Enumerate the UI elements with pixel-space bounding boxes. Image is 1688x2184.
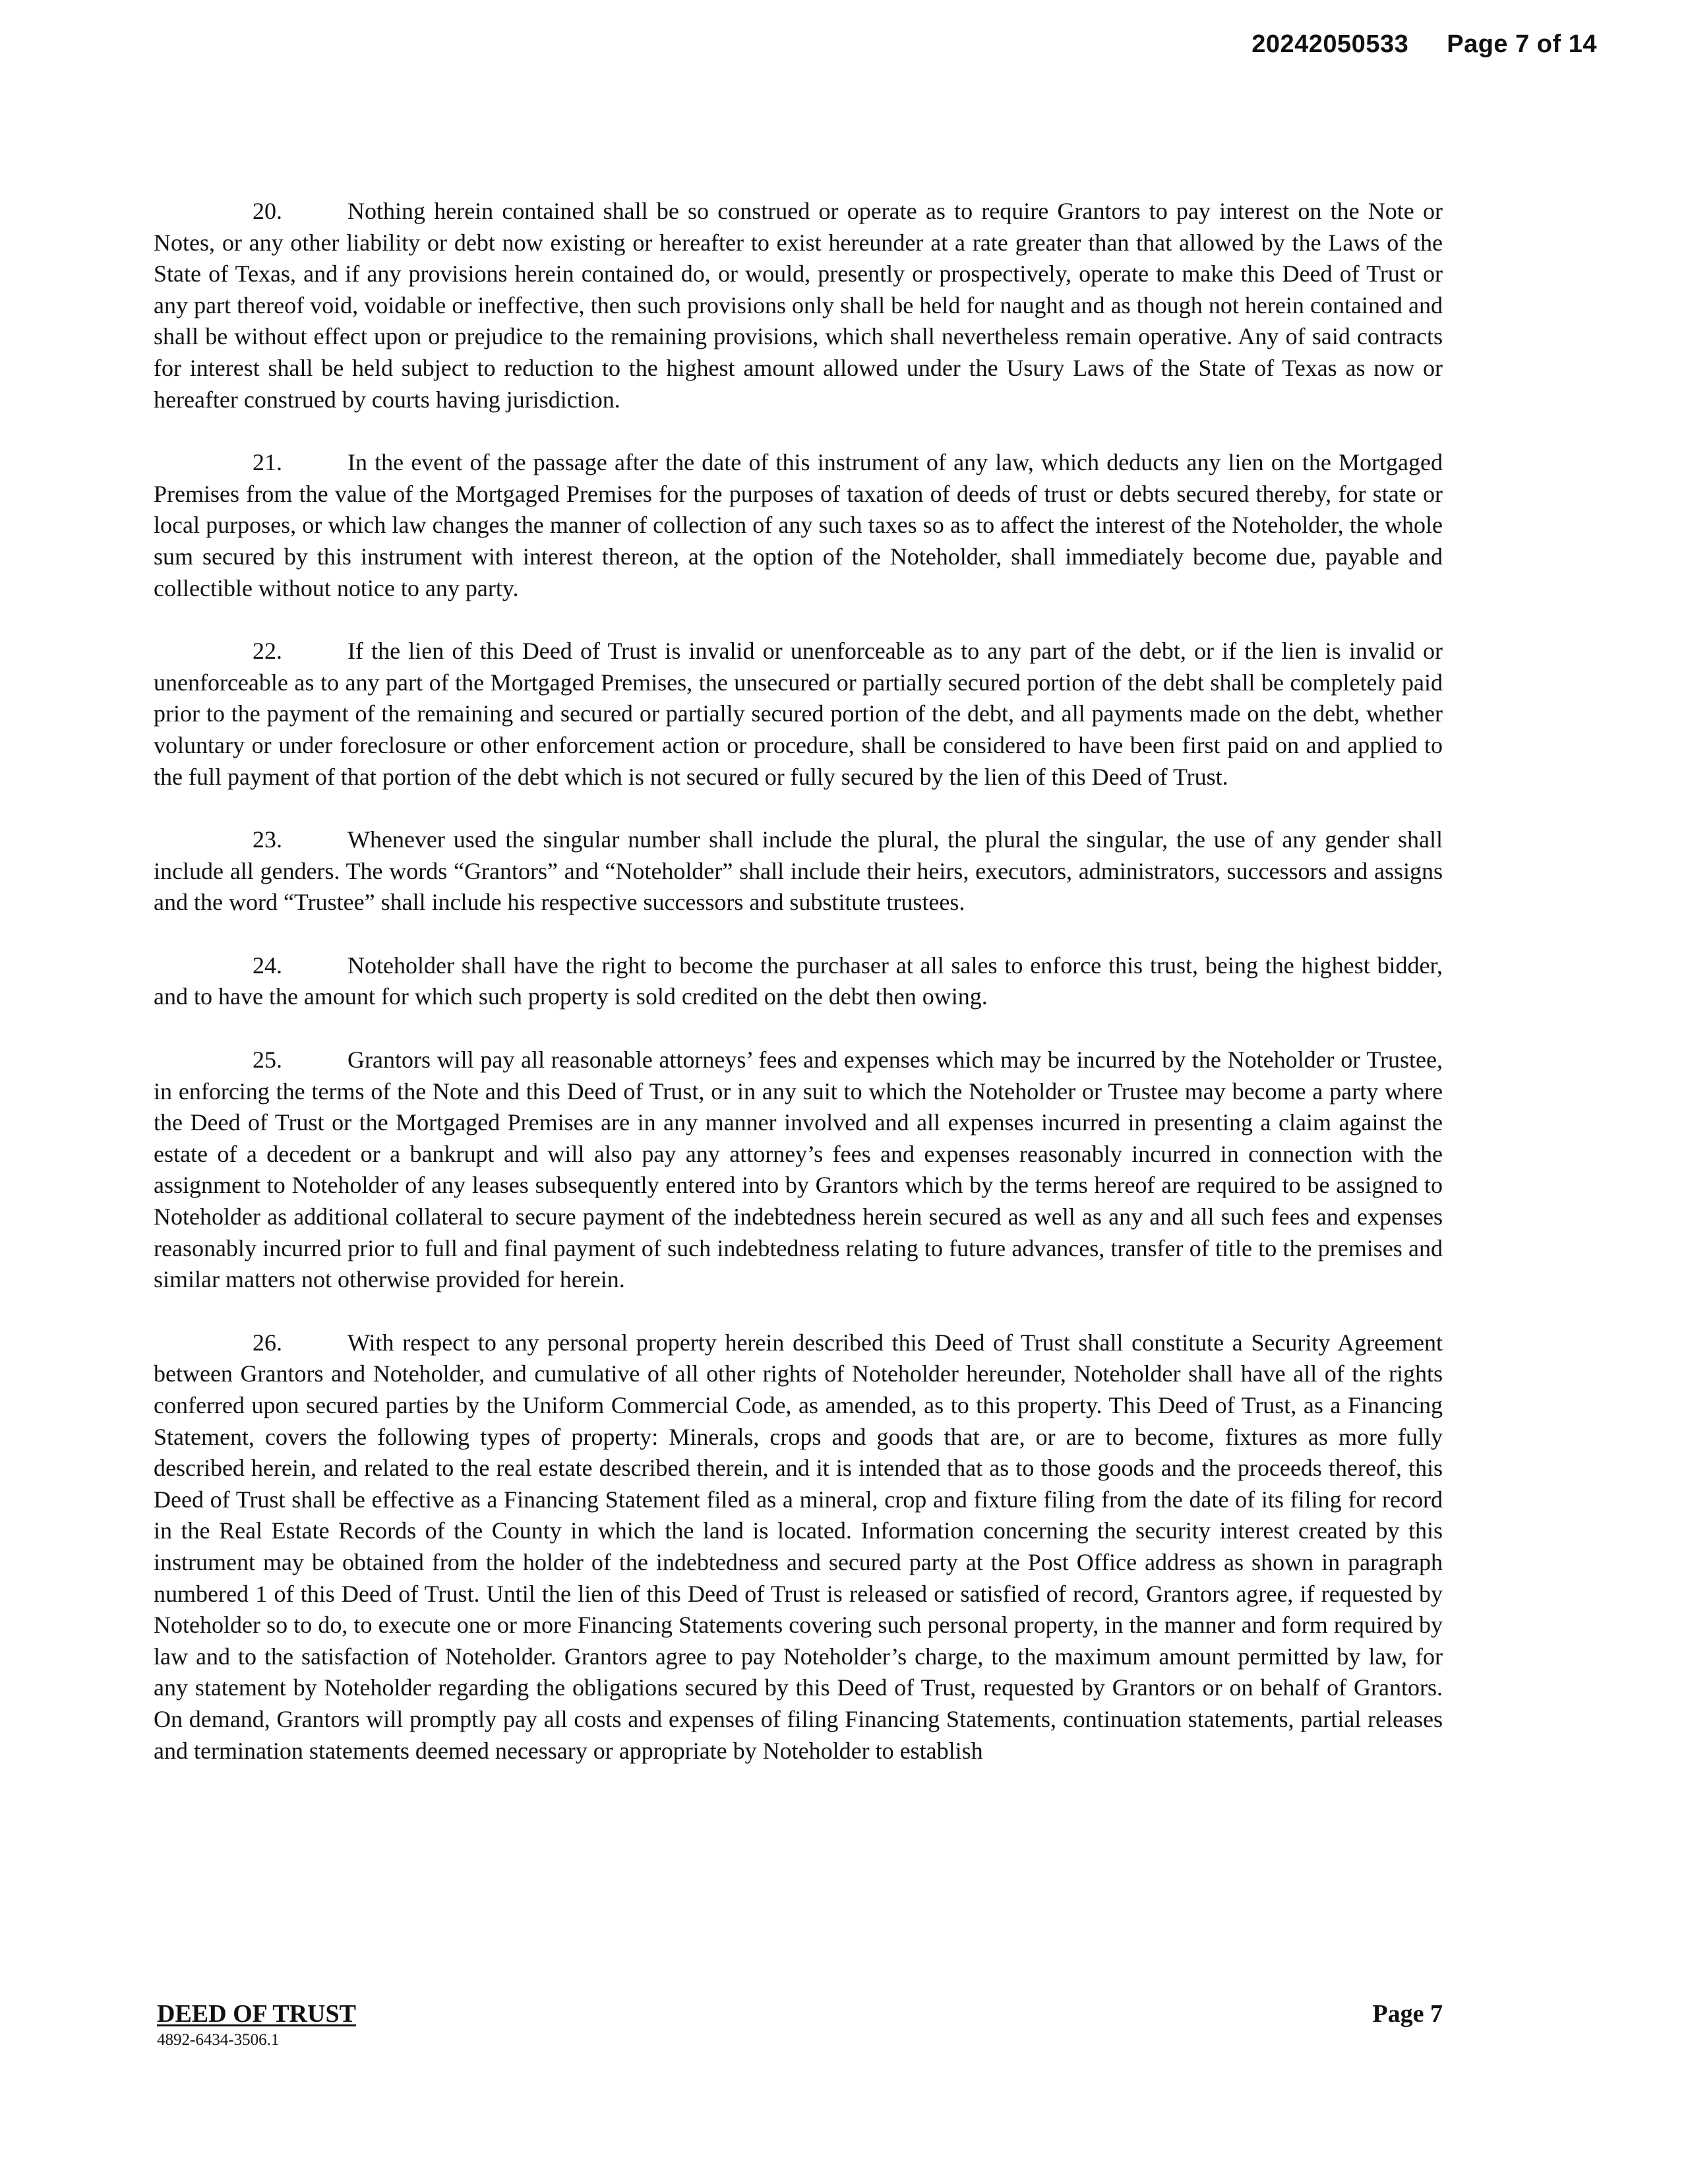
paragraph-number: 23. <box>253 826 282 853</box>
footer-page-number: Page 7 <box>1372 2000 1443 2028</box>
paragraph-text: In the event of the passage after the date of this instrument of any law, which deducts any lien on the Mortgaged Premises from the value of the Mortgaged Premises for the purposes of taxation of deeds of trust or debts secured thereby, for state or local purposes, or which law changes the manner of collection of any such taxes so as to affect the interest of the Noteholder, the whole sum secured by this instrument with interest thereon, at the option of the Noteholder, shall immediately become due, payable and collectible without notice to any party. <box>154 449 1443 601</box>
paragraph-22 <box>154 636 1443 793</box>
paragraph-25 <box>154 1045 1443 1296</box>
paragraph-number: 24. <box>253 952 282 979</box>
recording-stamp <box>1251 30 1597 59</box>
footer-document-title: DEED OF TRUST <box>157 2000 356 2028</box>
footer-document-info <box>157 2000 356 2051</box>
paragraph-text: Noteholder shall have the right to become the purchaser at all sales to enforce this trust, being the highest bidder, and to have the amount for which such property is sold credited on the debt then owing. <box>154 952 1443 1010</box>
paragraph-text: Whenever used the singular number shall include the plural, the plural the singular, the use of any gender shall include all genders. The words “Grantors” and “Noteholder” shall include their heirs, executors, administrators, successors and assigns and the word “Trustee” shall include his respective successors and substitute trustees. <box>154 826 1443 916</box>
paragraph-number: 22. <box>253 638 282 665</box>
paragraph-number: 21. <box>253 449 282 476</box>
paragraph-text: Nothing herein contained shall be so construed or operate as to require Grantors to pay interest on the Note or Notes, or any other liability or debt now existing or hereafter to exist hereunder at a rate greater than that allowed by the Laws of the State of Texas, and if any provisions herein contained do, or would, presently or prospectively, operate to make this Deed of Trust or any part thereof void, voidable or ineffective, then such provisions only shall be held for naught and as though not herein contained and shall be without effect upon or prejudice to the remaining provisions, which shall nevertheless remain operative. Any of said contracts for interest shall be held subject to reduction to the highest amount allowed under the Usury Laws of the State of Texas as now or hereafter construed by courts having jurisdiction. <box>154 198 1443 413</box>
paragraph-text: Grantors will pay all reasonable attorneys’ fees and expenses which may be incurred by the Noteholder or Trustee, in enforcing the terms of the Note and this Deed of Trust, or in any suit to which the Noteholder or Trustee may become a party where the Deed of Trust or the Mortgaged Premises are in any manner involved and all expenses incurred in presenting a claim against the estate of a decedent or a bankrupt and will also pay any attorney’s fees and expenses reasonably incurred in connection with the assignment to Noteholder of any leases subsequently entered into by Grantors which by the terms hereof are required to be assigned to Noteholder as additional collateral to secure payment of the indebtedness herein secured as well as any and all such fees and expenses reasonably incurred prior to full and final payment of such indebtedness relating to future advances, transfer of title to the premises and similar matters not otherwise provided for herein. <box>154 1046 1443 1293</box>
document-body <box>154 196 1443 1767</box>
paragraph-number: 26. <box>253 1329 282 1356</box>
paragraph-24 <box>154 950 1443 1013</box>
paragraph-number: 25. <box>253 1046 282 1074</box>
paragraph-text: With respect to any personal property herein described this Deed of Trust shall constitute a Security Agreement between Grantors and Noteholder, and cumulative of all other rights of Noteholder hereunder, Noteholder shall have all of the rights conferred upon secured parties by the Uniform Commercial Code, as amended, as to this property. This Deed of Trust, as a Financing Statement, covers the following types of property: Minerals, crops and goods that are, or are to become, fixtures as more fully described herein, and related to the real estate described therein, and it is intended that as to those goods and the proceeds thereof, this Deed of Trust shall be effective as a Financing Statement filed as a mineral, crop and fixture filing from the date of its filing for record in the Real Estate Records of the County in which the land is located. Information concerning the security interest created by this instrument may be obtained from the holder of the indebtedness and secured party at the Post Office address as shown in paragraph numbered 1 of this Deed of Trust. Until the lien of this Deed of Trust is released or satisfied of record, Grantors agree, if requested by Noteholder so to do, to execute one or more Financing Statements covering such personal property, in the manner and form required by law and to the satisfaction of Noteholder. Grantors agree to pay Noteholder’s charge, to the maximum amount permitted by law, for any statement by Noteholder regarding the obligations secured by this Deed of Trust, requested by Grantors or on behalf of Grantors. On demand, Grantors will promptly pay all costs and expenses of filing Financing Statements, continuation statements, partial releases and termination statements deemed necessary or appropriate by Noteholder to establish <box>154 1329 1443 1764</box>
paragraph-20 <box>154 196 1443 415</box>
page-count-label: Page 7 of 14 <box>1447 30 1597 58</box>
paragraph-number: 20. <box>253 198 282 224</box>
paragraph-23 <box>154 824 1443 919</box>
paragraph-21 <box>154 447 1443 604</box>
instrument-number: 20242050533 <box>1251 30 1409 58</box>
footer-document-id: 4892-6434-3506.1 <box>157 2031 280 2049</box>
paragraph-26 <box>154 1327 1443 1767</box>
paragraph-text: If the lien of this Deed of Trust is invalid or unenforceable as to any part of the debt, or if the lien is invalid or unenforceable as to any part of the Mortgaged Premises, the unsecured or partially secured portion of the debt shall be completely paid prior to the payment of the remaining and secured or partially secured portion of the debt, and all payments made on the debt, whether voluntary or under foreclosure or other enforcement action or procedure, shall be considered to have been first paid on and applied to the full payment of that portion of the debt which is not secured or fully secured by the lien of this Deed of Trust. <box>154 638 1443 790</box>
